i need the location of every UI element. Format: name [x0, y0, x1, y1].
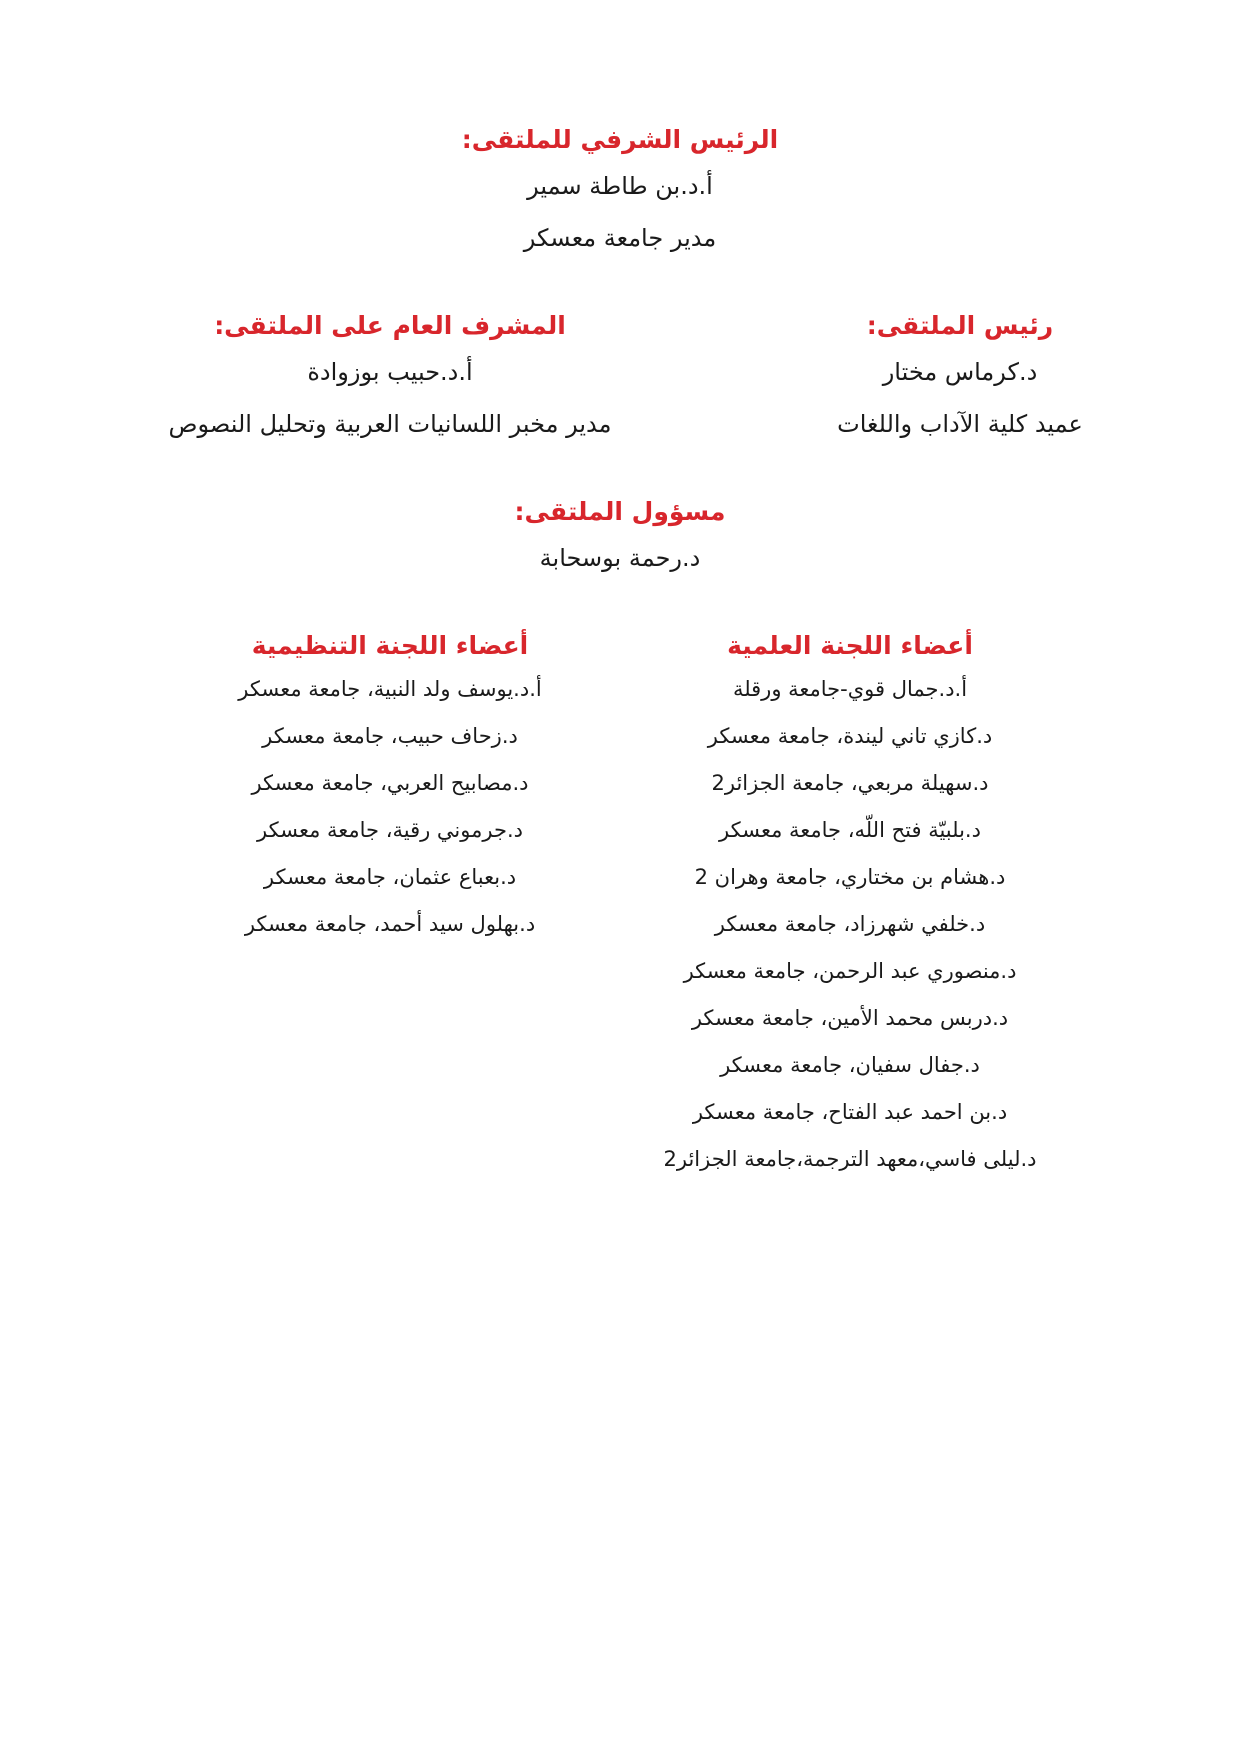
- supervisor-name: أ.د.حبيب بوزوادة: [307, 358, 473, 386]
- list-item: د.سهيلة مربعي، جامعة الجزائر2: [711, 771, 989, 795]
- list-item: د.بهلول سيد أحمد، جامعة معسكر: [244, 912, 536, 936]
- chair-block: [760, 306, 1160, 450]
- organizing-members-list: [190, 666, 590, 948]
- scientific-members-list: [640, 666, 1060, 1183]
- responsible-heading: مسؤول الملتقى:: [514, 497, 726, 526]
- list-item: د.ليلى فاسي،معهد الترجمة،جامعة الجزائر2: [663, 1147, 1037, 1171]
- list-item: د.جفال سفيان، جامعة معسكر: [720, 1053, 980, 1077]
- honorary-heading: الرئيس الشرفي للملتقى:: [461, 125, 779, 154]
- honorary-block: [420, 120, 820, 264]
- list-item: د.دربس محمد الأمين، جامعة معسكر: [691, 1006, 1009, 1030]
- chair-heading: رئيس الملتقى:: [866, 311, 1054, 340]
- list-item: أ.د.يوسف ولد النبية، جامعة معسكر: [238, 677, 542, 701]
- list-item: د.زحاف حبيب، جامعة معسكر: [262, 724, 518, 748]
- list-item: د.مصابيح العربي، جامعة معسكر: [251, 771, 529, 795]
- responsible-name: د.رحمة بوسحابة: [539, 544, 701, 572]
- scientific-heading: أعضاء اللجنة العلمية: [727, 631, 973, 660]
- list-item: د.بعباع عثمان، جامعة معسكر: [263, 865, 517, 889]
- responsible-block: [420, 492, 820, 584]
- list-item: د.بن احمد عبد الفتاح، جامعة معسكر: [692, 1100, 1008, 1124]
- organizing-committee: [190, 626, 590, 948]
- list-item: د.جرموني رقية، جامعة معسكر: [257, 818, 523, 842]
- supervisor-heading: المشرف العام على الملتقى:: [214, 311, 566, 340]
- supervisor-block: [110, 306, 670, 450]
- scientific-committee: [640, 626, 1060, 1183]
- list-item: د.هشام بن مختاري، جامعة وهران 2: [694, 865, 1006, 889]
- list-item: د.كازي تاني ليندة، جامعة معسكر: [707, 724, 993, 748]
- honorary-name: أ.د.بن طاطة سمير: [527, 172, 713, 200]
- list-item: د.بلبيّة فتح اللّه، جامعة معسكر: [719, 818, 981, 842]
- chair-name: د.كرماس مختار: [882, 358, 1038, 386]
- chair-role: عميد كلية الآداب واللغات: [837, 410, 1083, 438]
- list-item: أ.د.جمال قوي-جامعة ورقلة: [732, 677, 968, 701]
- list-item: د.خلفي شهرزاد، جامعة معسكر: [714, 912, 986, 936]
- supervisor-role: مدير مخبر اللسانيات العربية وتحليل النصوص: [168, 410, 612, 438]
- honorary-role: مدير جامعة معسكر: [523, 224, 717, 252]
- list-item: د.منصوري عبد الرحمن، جامعة معسكر: [683, 959, 1017, 983]
- organizing-heading: أعضاء اللجنة التنظيمية: [251, 631, 529, 660]
